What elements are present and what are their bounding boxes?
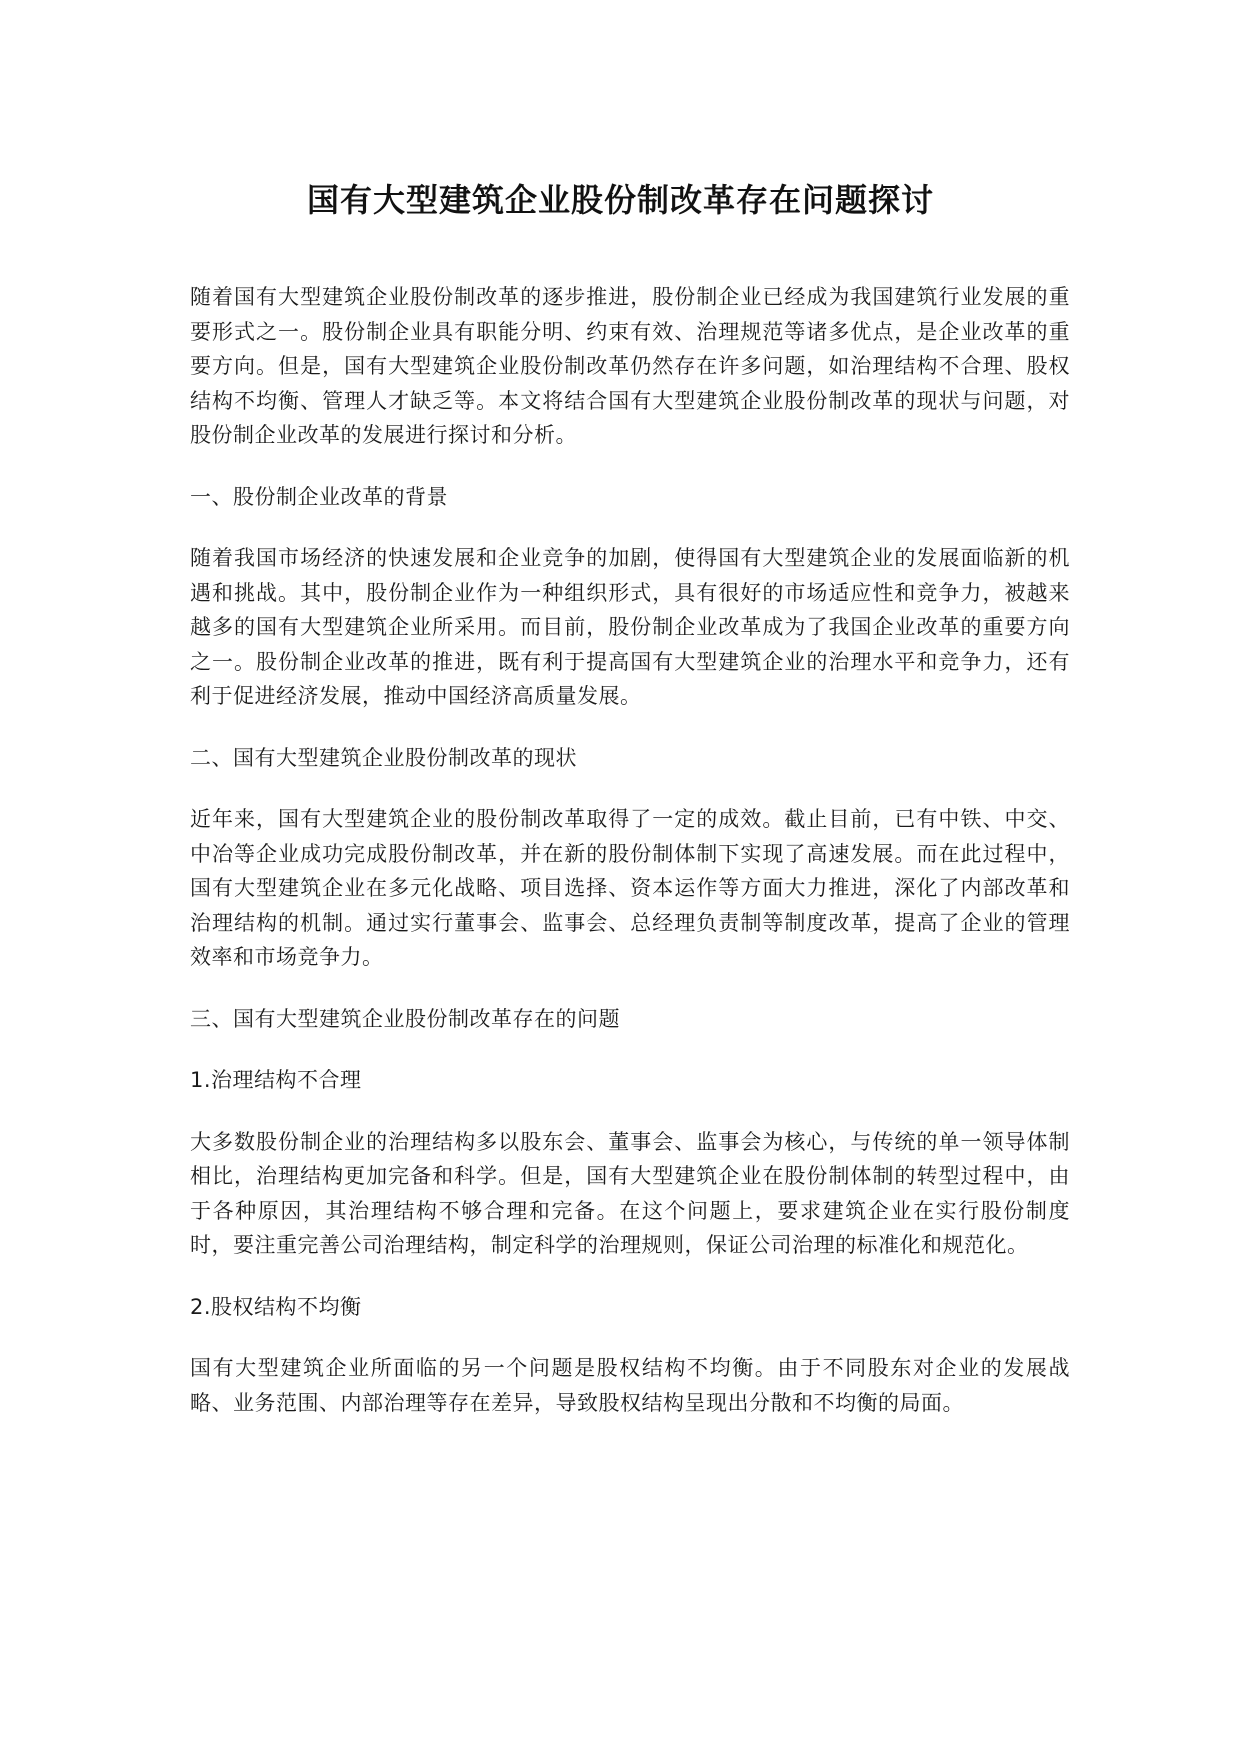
subsection-paragraph-equity: 国有大型建筑企业所面临的另一个问题是股权结构不均衡。由于不同股东对企业的发展战略、业务范围、内部治理等存在差异，导致股权结构呈现出分散和不均衡的局面。 [190,1356,1070,1415]
section-heading-background: 一、股份制企业改革的背景 [190,484,448,509]
section-paragraph-background: 随着我国市场经济的快速发展和企业竞争的加剧，使得国有大型建筑企业的发展面临新的机遇和挑战。其中，股份制企业作为一种组织形式，具有很好的市场适应性和竞争力，被越来越多的国有大型建筑企业所采用。而目前，股份制企业改革成为了我国企业改革的重要方向之一。股份制企业改革的推进，既有利于提高国有大型建筑企业的治理水平和竞争力，还有利于促进经济发展，推动中国经济高质量发展。 [190,546,1070,708]
document-body [190,280,1070,1447]
section-paragraph-status: 近年来，国有大型建筑企业的股份制改革取得了一定的成效。截止目前，已有中铁、中交、中冶等企业成功完成股份制改革，并在新的股份制体制下实现了高速发展。而在此过程中，国有大型建筑企业在多元化战略、项目选择、资本运作等方面大力推进，深化了内部改革和治理结构的机制。通过实行董事会、监事会、总经理负责制等制度改革，提高了企业的管理效率和市场竞争力。 [190,807,1070,969]
section-heading-problems: 三、国有大型建筑企业股份制改革存在的问题 [190,1006,620,1031]
subsection-heading-equity: 2.股权结构不均衡 [190,1294,362,1319]
subsection-paragraph-governance: 大多数股份制企业的治理结构多以股东会、董事会、监事会为核心，与传统的单一领导体制相比，治理结构更加完备和科学。但是，国有大型建筑企业在股份制体制的转型过程中，由于各种原因，其治理结构不够合理和完备。在这个问题上，要求建筑企业在实行股份制度时，要注重完善公司治理结构，制定科学的治理规则，保证公司治理的标准化和规范化。 [190,1129,1070,1257]
intro-paragraph: 随着国有大型建筑企业股份制改革的逐步推进，股份制企业已经成为我国建筑行业发展的重要形式之一。股份制企业具有职能分明、约束有效、治理规范等诸多优点，是企业改革的重要方向。但是，国有大型建筑企业股份制改革仍然存在许多问题，如治理结构不合理、股权结构不均衡、管理人才缺乏等。本文将结合国有大型建筑企业股份制改革的现状与问题，对股份制企业改革的发展进行探讨和分析。 [190,285,1070,447]
page-title: 国有大型建筑企业股份制改革存在问题探讨 [306,181,934,219]
subsection-heading-governance: 1.治理结构不合理 [190,1068,362,1092]
section-heading-status: 二、国有大型建筑企业股份制改革的现状 [190,745,577,770]
